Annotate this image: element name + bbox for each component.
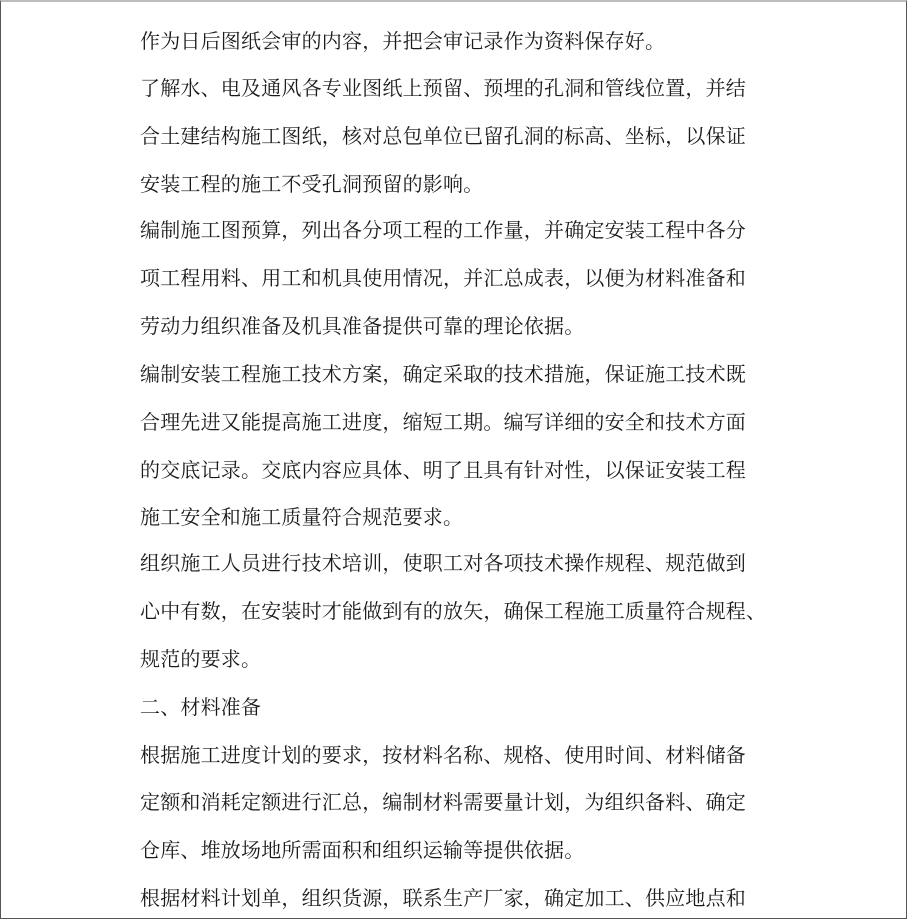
text-line: 根据施工进度计划的要求，按材料名称、规格、使用时间、材料储备 — [140, 743, 746, 767]
section-heading: 二、材料准备 — [140, 695, 262, 719]
text-line: 根据材料计划单，组织货源，联系生产厂家，确定加工、供应地点和 — [140, 886, 746, 910]
text-line: 劳动力组织准备及机具准备提供可靠的理论依据。 — [140, 314, 585, 338]
text-line: 编制施工图预算，列出各分项工程的工作量，并确定安装工程中各分 — [140, 218, 746, 242]
text-line: 规范的要求。 — [140, 647, 262, 671]
text-line: 定额和消耗定额进行汇总，编制材料需要量计划，为组织备料、确定 — [140, 790, 746, 814]
text-line: 项工程用料、用工和机具使用情况，并汇总成表，以便为材料准备和 — [140, 266, 746, 290]
text-line: 合理先进又能提高施工进度，缩短工期。编写详细的安全和技术方面 — [140, 410, 746, 434]
text-line: 编制安装工程施工技术方案，确定采取的技术措施，保证施工技术既 — [140, 362, 746, 386]
text-line: 安装工程的施工不受孔洞预留的影响。 — [140, 172, 484, 196]
text-line: 组织施工人员进行技术培训，使职工对各项技术操作规程、规范做到 — [140, 551, 746, 575]
text-line: 了解水、电及通风各专业图纸上预留、预埋的孔洞和管线位置，并结 — [140, 76, 746, 100]
text-line: 仓库、堆放场地所需面积和组织运输等提供依据。 — [140, 838, 585, 862]
text-line: 合土建结构施工图纸，核对总包单位已留孔洞的标高、坐标，以保证 — [140, 124, 746, 148]
text-line: 心中有数，在安装时才能做到有的放矢，确保工程施工质量符合规程、 — [140, 599, 767, 623]
text-line: 作为日后图纸会审的内容，并把会审记录作为资料保存好。 — [140, 29, 666, 53]
text-line: 施工安全和施工质量符合规范要求。 — [140, 505, 464, 529]
text-line: 的交底记录。交底内容应具体、明了且具有针对性，以保证安装工程 — [140, 458, 746, 482]
